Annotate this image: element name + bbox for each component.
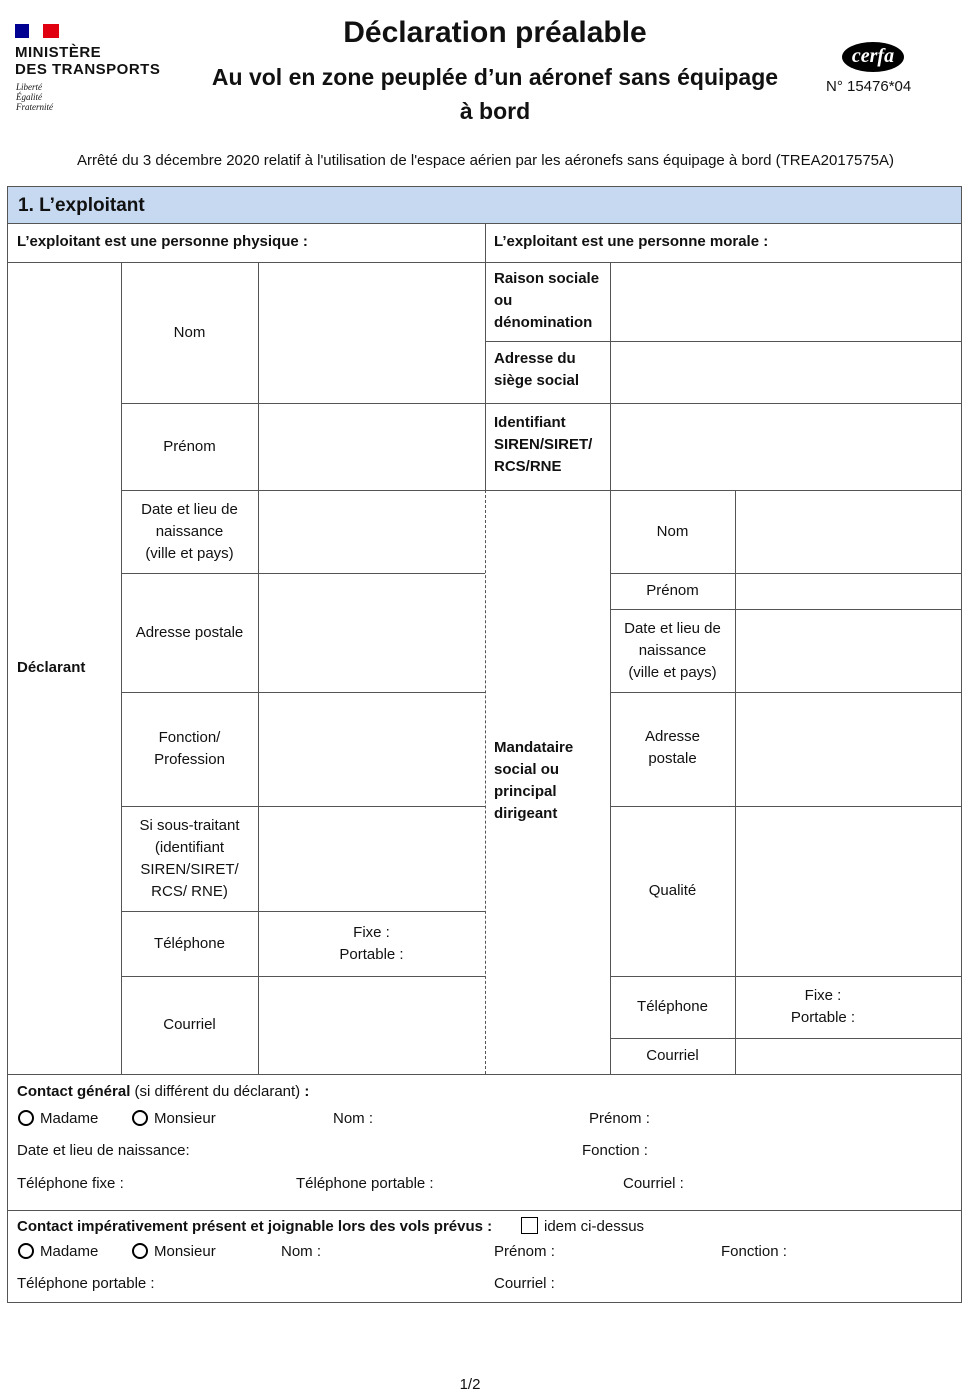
motto-egalite: Égalité	[16, 92, 42, 102]
radio-icon[interactable]	[132, 1110, 148, 1126]
mandataire-line4: dirigeant	[494, 805, 558, 822]
raison-line3: dénomination	[494, 314, 593, 331]
siren-line3: RCS/RNE	[494, 458, 562, 475]
telephone-field[interactable]	[258, 911, 485, 976]
fonction-field[interactable]	[259, 693, 484, 805]
subtitle-line1: Au vol en zone peuplée d’un aéronef sans équipage	[211, 64, 779, 90]
siren-line2: SIREN/SIRET/	[494, 436, 593, 453]
cg-prenom-label: Prénom :	[589, 1110, 650, 1127]
mandataire-line2: social ou	[494, 761, 560, 778]
checkbox-icon[interactable]	[521, 1217, 538, 1234]
mandataire-courriel-label: Courriel	[646, 1047, 699, 1064]
naissance-line2: naissance	[155, 522, 224, 540]
radio-icon[interactable]	[132, 1243, 148, 1259]
m-fixe-label: Fixe :	[804, 987, 842, 1004]
siege-label	[494, 348, 579, 392]
siege-field[interactable]	[611, 342, 960, 402]
m-adresse-line2: postale	[648, 750, 697, 767]
morale-header: L’exploitant est une personne morale :	[494, 233, 769, 250]
adresse-field[interactable]	[259, 574, 484, 691]
physique-header: L’exploitant est une personne physique :	[17, 233, 308, 250]
soustraitant-line3: SIREN/SIRET/	[140, 860, 239, 878]
qualite-field[interactable]	[736, 807, 960, 975]
fonction-line2: Profession	[154, 751, 225, 768]
section-header	[8, 187, 961, 224]
mandataire-line1: Mandataire	[494, 739, 574, 756]
prenom-label: Prénom	[163, 437, 216, 455]
m-adresse-line1: Adresse	[644, 728, 701, 745]
page-subtitle	[185, 60, 805, 128]
cg-tel-fixe-label: Téléphone fixe :	[17, 1175, 124, 1192]
mandataire-naissance-label	[610, 609, 735, 692]
subtitle-line2: à bord	[459, 98, 531, 124]
cg-madame-label: Madame	[40, 1110, 99, 1127]
republic-motto	[16, 82, 53, 112]
mandataire-nom-field[interactable]	[736, 491, 960, 572]
radio-icon[interactable]	[18, 1243, 34, 1259]
mandataire-telephone-label: Téléphone	[637, 998, 708, 1015]
ci-fonction-label: Fonction :	[721, 1243, 787, 1260]
declarant-label: Déclarant	[17, 659, 86, 676]
fonction-line1: Fonction/	[158, 729, 221, 746]
courriel-field[interactable]	[259, 977, 484, 1073]
contact-imperatif-title: Contact impérativement présent et joignable lors des vols prévus :	[17, 1218, 493, 1235]
ministry-line1: MINISTÈRE	[15, 44, 102, 61]
m-naissance-line2: naissance	[638, 641, 707, 659]
mandataire-line3: principal	[494, 783, 557, 800]
soustraitant-field[interactable]	[259, 807, 484, 910]
cg-tel-portable-label: Téléphone portable :	[296, 1175, 434, 1192]
m-portable-label: Portable :	[790, 1009, 856, 1026]
cg-naissance-label: Date et lieu de naissance:	[17, 1142, 190, 1159]
idem-option[interactable]	[521, 1216, 644, 1238]
cg-monsieur-label: Monsieur	[154, 1110, 216, 1127]
mandataire-courriel-field[interactable]	[736, 1039, 960, 1073]
contact-general-title-bold: Contact général	[17, 1083, 131, 1100]
siren-line1: Identifiant	[494, 414, 566, 431]
divider	[8, 1074, 961, 1075]
siren-field[interactable]	[611, 404, 960, 489]
ci-madame-option[interactable]	[18, 1241, 98, 1263]
ci-tel-portable-label: Téléphone portable :	[17, 1275, 155, 1292]
nom-label: Nom	[173, 323, 206, 341]
telephone-label: Téléphone	[154, 934, 225, 952]
ci-monsieur-label: Monsieur	[154, 1243, 216, 1260]
cg-courriel-label: Courriel :	[623, 1175, 684, 1192]
soustraitant-label	[121, 806, 258, 911]
ci-prenom-label: Prénom :	[494, 1243, 555, 1260]
qualite-label: Qualité	[648, 882, 697, 899]
portable-label: Portable :	[339, 945, 404, 963]
ministry-logo	[15, 44, 160, 78]
naissance-line1: Date et lieu de	[141, 500, 238, 518]
mandataire-prenom-field[interactable]	[736, 574, 960, 608]
republic-flag-icon	[15, 24, 59, 38]
cg-madame-option[interactable]	[18, 1108, 98, 1130]
section-title: 1. L’exploitant	[18, 195, 145, 216]
ci-monsieur-option[interactable]	[132, 1241, 216, 1263]
siren-label	[494, 412, 592, 478]
radio-icon[interactable]	[18, 1110, 34, 1126]
page-number: 1/2	[459, 1376, 481, 1393]
idem-label: idem ci-dessus	[544, 1218, 645, 1235]
m-naissance-line3: (ville et pays)	[628, 663, 717, 681]
motto-liberte: Liberté	[16, 82, 42, 92]
fonction-label	[121, 692, 258, 806]
m-naissance-line1: Date et lieu de	[624, 619, 721, 637]
ministry-line2: DES TRANSPORTS	[15, 61, 161, 78]
contact-general-title	[17, 1081, 309, 1103]
nom-field[interactable]	[259, 263, 484, 402]
ci-madame-label: Madame	[40, 1243, 99, 1260]
ci-nom-label: Nom :	[281, 1243, 322, 1260]
ci-courriel-label: Courriel :	[494, 1275, 555, 1292]
raison-line1: Raison sociale	[494, 270, 600, 287]
fixe-label: Fixe :	[353, 923, 390, 941]
siege-line1: Adresse du	[494, 350, 576, 367]
raison-sociale-field[interactable]	[611, 263, 960, 340]
soustraitant-line4: RCS/ RNE)	[151, 882, 228, 900]
mandataire-prenom-label: Prénom	[646, 582, 699, 599]
siege-line2: siège social	[494, 372, 580, 389]
mandataire-adresse-field[interactable]	[736, 693, 960, 805]
mandataire-nom-label: Nom	[656, 522, 689, 540]
cerfa-number: N° 15476*04	[826, 78, 912, 95]
prenom-field[interactable]	[259, 404, 484, 489]
motto-fraternite: Fraternité	[16, 102, 53, 112]
cg-fonction-label: Fonction :	[582, 1142, 648, 1159]
mandataire-adresse-label	[610, 692, 735, 806]
page-title: Déclaration préalable	[343, 16, 647, 49]
arrete-reference: Arrêté du 3 décembre 2020 relatif à l'utilisation de l'espace aérien par les aéronefs sans équipage à bord (TREA2017575A)	[76, 152, 895, 169]
divider	[485, 223, 486, 490]
soustraitant-line1: Si sous-traitant	[139, 816, 240, 834]
raison-sociale-label	[494, 268, 599, 334]
naissance-field[interactable]	[259, 491, 484, 572]
contact-general-title-rest: (si différent du déclarant)	[130, 1083, 305, 1100]
mandataire-label	[494, 737, 573, 825]
divider	[485, 490, 486, 1074]
contact-general-title-colon: :	[304, 1083, 310, 1100]
mandataire-telephone-field[interactable]	[735, 976, 911, 1038]
adresse-label: Adresse postale	[135, 623, 244, 641]
cg-nom-label: Nom :	[333, 1110, 374, 1127]
courriel-label: Courriel	[163, 1016, 216, 1033]
soustraitant-line2: (identifiant	[154, 838, 225, 856]
raison-line2: ou	[494, 292, 513, 309]
mandataire-naissance-field[interactable]	[736, 610, 960, 691]
naissance-line3: (ville et pays)	[145, 544, 234, 562]
naissance-label	[121, 490, 258, 573]
cerfa-logo: cerfa	[842, 42, 904, 72]
cg-monsieur-option[interactable]	[132, 1108, 216, 1130]
divider	[8, 1210, 961, 1211]
